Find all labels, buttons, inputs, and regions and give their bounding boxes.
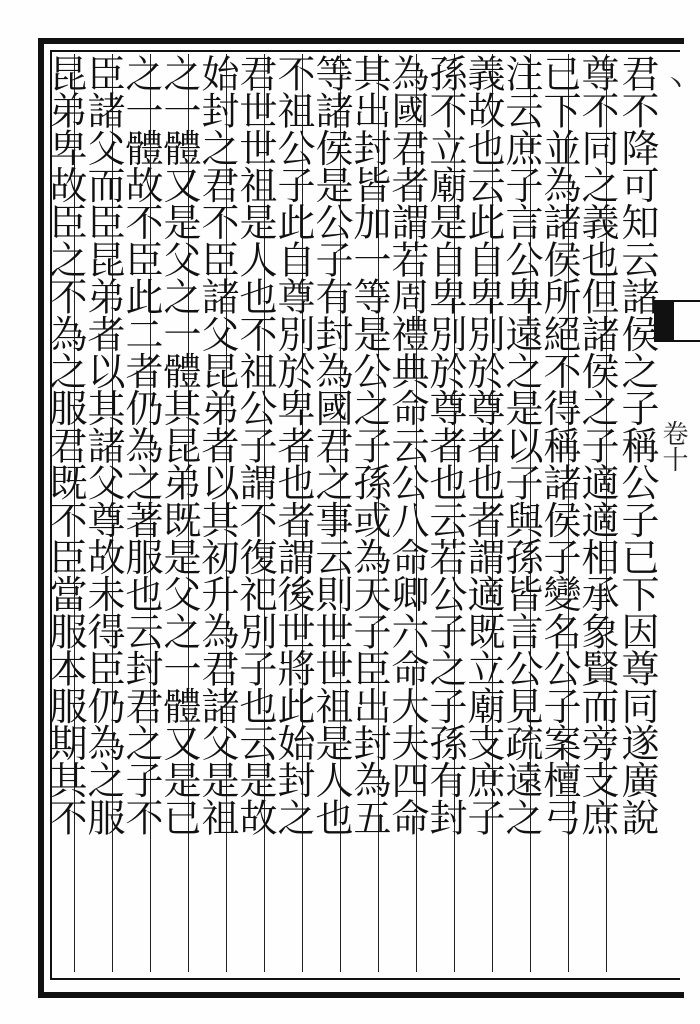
text-column-10: 不祖公子此自尊別於卑者也者謂後世將此始封之 xyxy=(271,54,315,836)
text-column-7: 為國君者謂若周禮典命云公八命卿六命大夫四命 xyxy=(385,54,429,836)
text-column-3: 已下並為諸侯所絕不得稱諸侯子變名公子案檀弓 xyxy=(537,54,581,836)
text-column-8: 其出封皆加一等是公之子孫或為天子臣出封為五 xyxy=(347,54,391,836)
text-column-9: 等諸侯是公子有封為國君之事云則世世祖是人也 xyxy=(309,54,353,836)
text-column-14: 之一體故不臣此二者仍為之著服也云封君之子不 xyxy=(119,54,163,836)
text-column-4: 注云庶子言公卑遠之是以子與孫皆言公見疏遠之 xyxy=(499,54,543,836)
margin-top-glyph: 丶 xyxy=(658,70,688,96)
text-column-16: 昆弟卑故臣之不為之服君既不臣當服本服期其不 xyxy=(43,54,87,836)
text-column-11: 君世世祖是人也不祖公子謂不復祀別子也云是故 xyxy=(233,54,277,836)
text-column-12: 始封之君不臣諸父昆弟者以其初升為君諸父是祖 xyxy=(195,54,239,836)
text-column-6: 孫不立廟是自卑別於尊者也云若公子之子孫有封 xyxy=(423,54,467,836)
text-column-2: 尊不同之義也但諸侯之子適適相承象賢而旁支庶 xyxy=(575,54,619,836)
text-column-1: 君不降可知云諸侯之子稱公子已下因尊同遂廣說 xyxy=(615,54,659,836)
text-column-5: 義故也云此自卑別於尊者也者謂適既立廟支庶子 xyxy=(461,54,505,836)
text-column-15: 臣諸父而臣昆弟者以其諸父尊故未得臣仍為之服 xyxy=(81,54,125,836)
text-column-13: 之一體又是父之一體其昆弟既是父之一體又是已 xyxy=(157,54,201,836)
text-columns xyxy=(43,54,659,972)
margin-juan-label: 卷十 xyxy=(658,420,688,472)
